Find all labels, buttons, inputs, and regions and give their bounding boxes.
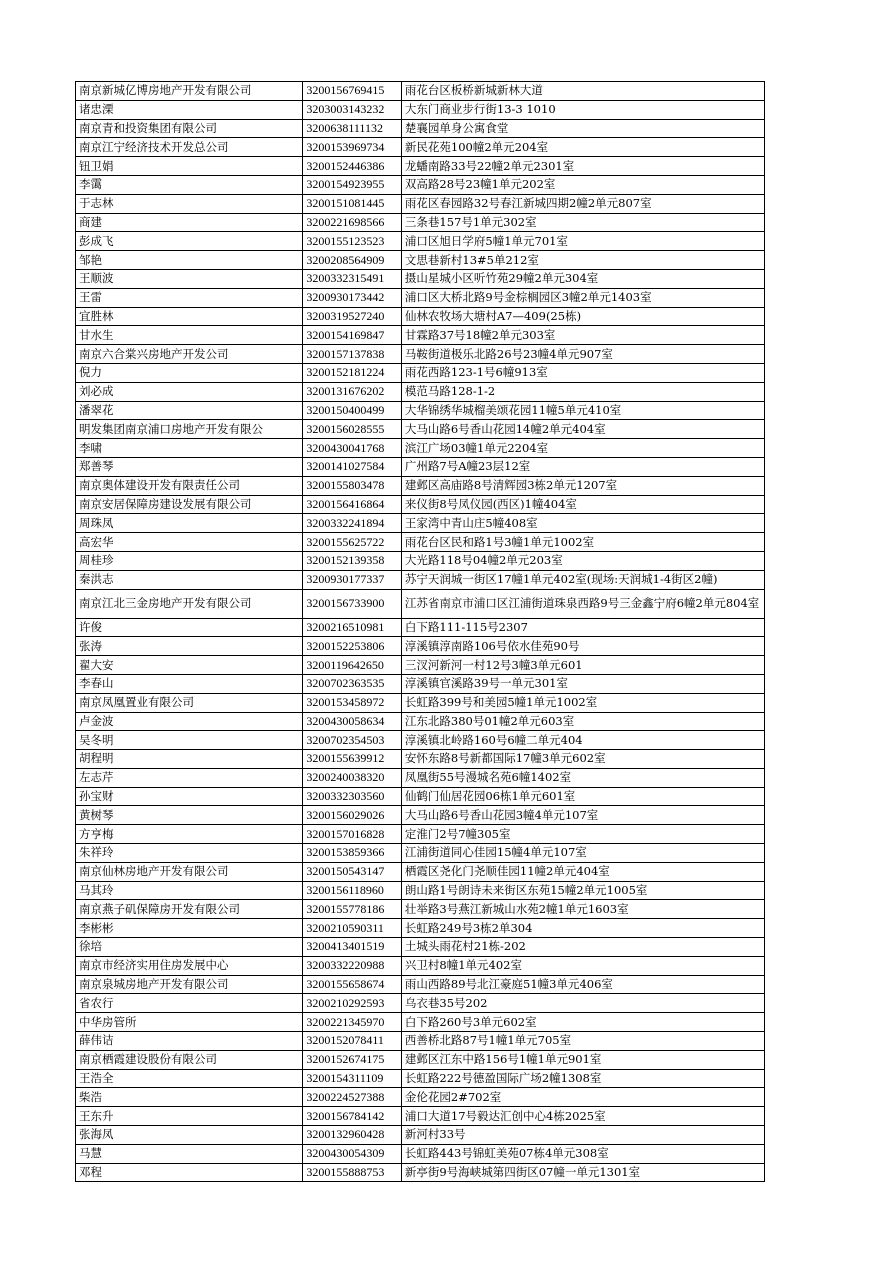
owner-name-cell: 徐培 <box>76 938 303 957</box>
table-row <box>76 570 765 589</box>
address-cell: 雨山西路89号北江豪庭51幢3单元406室 <box>401 975 764 994</box>
account-number-cell: 3200224527388 <box>303 1088 402 1107</box>
table-row <box>76 674 765 693</box>
address-cell: 仙林农牧场大塘村A7—409(25栋) <box>401 307 764 326</box>
account-number-cell: 3200208564909 <box>303 251 402 270</box>
table-row <box>76 881 765 900</box>
account-number-cell: 3200152253806 <box>303 637 402 656</box>
address-cell: 甘霖路37号18幢2单元303室 <box>401 326 764 345</box>
table-row <box>76 1144 765 1163</box>
owner-name-cell: 李啸 <box>76 439 303 458</box>
address-cell: 长虹路249号3栋2单304 <box>401 919 764 938</box>
table-row <box>76 1107 765 1126</box>
owner-name-cell: 南京青和投资集团有限公司 <box>76 119 303 138</box>
account-number-cell: 3200156769415 <box>303 82 402 101</box>
owner-name-cell: 邓程 <box>76 1163 303 1182</box>
account-number-cell: 3200155778186 <box>303 900 402 919</box>
owner-name-cell: 南京新城亿博房地产开发有限公司 <box>76 82 303 101</box>
table-row <box>76 175 765 194</box>
owner-name-cell: 南京江宁经济技术开发总公司 <box>76 138 303 157</box>
account-number-cell: 3200141027584 <box>303 457 402 476</box>
table-row <box>76 956 765 975</box>
table-row <box>76 269 765 288</box>
account-number-cell: 3200152139358 <box>303 551 402 570</box>
address-cell: 长虹路222号德盈国际广场2幢1308室 <box>401 1069 764 1088</box>
address-cell: 马鞍街道极乐北路26号23幢4单元907室 <box>401 345 764 364</box>
records-table-body <box>76 82 765 1182</box>
address-cell: 浦口区旭日学府5幢1单元701室 <box>401 232 764 251</box>
address-cell: 浦口大道17号毅达汇创中心4栋2025室 <box>401 1107 764 1126</box>
table-row <box>76 100 765 119</box>
address-cell: 定淮门2号7幢305室 <box>401 825 764 844</box>
records-table <box>75 81 765 1182</box>
address-cell: 文思巷新村13#5单212室 <box>401 251 764 270</box>
table-row <box>76 1126 765 1145</box>
address-cell: 新亭街9号海峡城第四街区07幢一单元1301室 <box>401 1163 764 1182</box>
account-number-cell: 3200153969734 <box>303 138 402 157</box>
account-number-cell: 3200157016828 <box>303 825 402 844</box>
owner-name-cell: 南京燕子矶保障房开发有限公司 <box>76 900 303 919</box>
account-number-cell: 3200155803478 <box>303 476 402 495</box>
address-cell: 淳溪镇官溪路39号一单元301室 <box>401 674 764 693</box>
address-cell: 淳溪镇淳南路106号依水佳苑90号 <box>401 637 764 656</box>
account-number-cell: 3200156416864 <box>303 495 402 514</box>
table-row <box>76 457 765 476</box>
table-row <box>76 1050 765 1069</box>
owner-name-cell: 宜胜林 <box>76 307 303 326</box>
address-cell: 龙蟠南路33号22幢2单元2301室 <box>401 157 764 176</box>
address-cell: 建邺区江东中路156号1幢1单元901室 <box>401 1050 764 1069</box>
owner-name-cell: 南京仙林房地产开发有限公司 <box>76 862 303 881</box>
account-number-cell: 3200319527240 <box>303 307 402 326</box>
account-number-cell: 3200332241894 <box>303 514 402 533</box>
account-number-cell: 3200332220988 <box>303 956 402 975</box>
owner-name-cell: 王东升 <box>76 1107 303 1126</box>
account-number-cell: 3200153458972 <box>303 693 402 712</box>
owner-name-cell: 高宏华 <box>76 533 303 552</box>
account-number-cell: 3200332303560 <box>303 787 402 806</box>
table-row <box>76 1069 765 1088</box>
table-row <box>76 862 765 881</box>
table-row <box>76 363 765 382</box>
table-row <box>76 994 765 1013</box>
address-cell: 模范马路128-1-2 <box>401 382 764 401</box>
address-cell: 长虹路443号锦虹美苑07栋4单元308室 <box>401 1144 764 1163</box>
table-row <box>76 1013 765 1032</box>
address-cell: 大马山路6号香山花园3幢4单元107室 <box>401 806 764 825</box>
address-cell: 西善桥北路87号1幢1单元705室 <box>401 1032 764 1051</box>
address-cell: 白下路111-115号2307 <box>401 618 764 637</box>
account-number-cell: 3200152078411 <box>303 1032 402 1051</box>
owner-name-cell: 朱祥玲 <box>76 844 303 863</box>
address-cell: 三条巷157号1单元302室 <box>401 213 764 232</box>
address-cell: 雨花区春园路32号春江新城四期2幢2单元807室 <box>401 194 764 213</box>
address-cell: 长虹路399号和美园5幢1单元1002室 <box>401 693 764 712</box>
address-cell: 凤凰街55号漫城名苑6幢1402室 <box>401 768 764 787</box>
table-row <box>76 825 765 844</box>
owner-name-cell: 翟大安 <box>76 656 303 675</box>
owner-name-cell: 南京凤凰置业有限公司 <box>76 693 303 712</box>
table-row <box>76 900 765 919</box>
address-cell: 苏宁天润城一街区17幢1单元402室(现场:天润城1-4街区2幢) <box>401 570 764 589</box>
owner-name-cell: 诸忠溧 <box>76 100 303 119</box>
table-row <box>76 938 765 957</box>
account-number-cell: 3200430058634 <box>303 712 402 731</box>
owner-name-cell: 省农行 <box>76 994 303 1013</box>
account-number-cell: 3203003143232 <box>303 100 402 119</box>
table-row <box>76 806 765 825</box>
table-row <box>76 326 765 345</box>
address-cell: 浦口区大桥北路9号金棕榈园区3幢2单元1403室 <box>401 288 764 307</box>
account-number-cell: 3200332315491 <box>303 269 402 288</box>
owner-name-cell: 南京泉城房地产开发有限公司 <box>76 975 303 994</box>
address-cell: 大马山路6号香山花园14幢2单元404室 <box>401 420 764 439</box>
owner-name-cell: 中华房管所 <box>76 1013 303 1032</box>
address-cell: 淳溪镇北岭路160号6幢二单元404 <box>401 731 764 750</box>
address-cell: 雨花台区民和路1号3幢1单元1002室 <box>401 533 764 552</box>
table-row <box>76 533 765 552</box>
owner-name-cell: 郑善琴 <box>76 457 303 476</box>
account-number-cell: 3200150543147 <box>303 862 402 881</box>
address-cell: 来仪街8号凤仪园(西区)1幢404室 <box>401 495 764 514</box>
table-row <box>76 693 765 712</box>
table-row <box>76 439 765 458</box>
account-number-cell: 3200930173442 <box>303 288 402 307</box>
address-cell: 仙鹤门仙居花园06栋1单元601室 <box>401 787 764 806</box>
account-number-cell: 3200155639912 <box>303 750 402 769</box>
owner-name-cell: 南京江北三金房地产开发有限公司 <box>76 589 303 618</box>
address-cell: 雨花台区板桥新城新林大道 <box>401 82 764 101</box>
owner-name-cell: 南京奥体建设开发有限责任公司 <box>76 476 303 495</box>
table-row <box>76 975 765 994</box>
table-row <box>76 1088 765 1107</box>
table-row <box>76 618 765 637</box>
owner-name-cell: 明发集团南京浦口房地产开发有限公 <box>76 420 303 439</box>
account-number-cell: 3200156733900 <box>303 589 402 618</box>
owner-name-cell: 左志芹 <box>76 768 303 787</box>
owner-name-cell: 胡程明 <box>76 750 303 769</box>
owner-name-cell: 王雷 <box>76 288 303 307</box>
address-cell: 雨花西路123-1号6幢913室 <box>401 363 764 382</box>
address-cell: 滨江广场03幢1单元2204室 <box>401 439 764 458</box>
table-row <box>76 476 765 495</box>
owner-name-cell: 孙宝财 <box>76 787 303 806</box>
table-row <box>76 551 765 570</box>
owner-name-cell: 吴冬明 <box>76 731 303 750</box>
account-number-cell: 3200156784142 <box>303 1107 402 1126</box>
owner-name-cell: 柴浩 <box>76 1088 303 1107</box>
table-row <box>76 1163 765 1182</box>
table-row <box>76 495 765 514</box>
account-number-cell: 3200702354503 <box>303 731 402 750</box>
owner-name-cell: 方亨梅 <box>76 825 303 844</box>
address-cell: 白下路260号3单元602室 <box>401 1013 764 1032</box>
address-cell: 江苏省南京市浦口区江浦街道珠泉西路9号三金鑫宁府6幢2单元804室 <box>401 589 764 618</box>
table-row <box>76 420 765 439</box>
owner-name-cell: 钮卫娟 <box>76 157 303 176</box>
account-number-cell: 3200155123523 <box>303 232 402 251</box>
table-row <box>76 82 765 101</box>
table-row <box>76 1032 765 1051</box>
account-number-cell: 3200156028555 <box>303 420 402 439</box>
owner-name-cell: 南京安居保障房建设发展有限公司 <box>76 495 303 514</box>
owner-name-cell: 张海凤 <box>76 1126 303 1145</box>
account-number-cell: 3200131676202 <box>303 382 402 401</box>
table-row <box>76 731 765 750</box>
table-row <box>76 919 765 938</box>
table-row <box>76 213 765 232</box>
table-row <box>76 768 765 787</box>
table-row <box>76 307 765 326</box>
account-number-cell: 3200240038320 <box>303 768 402 787</box>
owner-name-cell: 甘水生 <box>76 326 303 345</box>
account-number-cell: 3200430041768 <box>303 439 402 458</box>
address-cell: 江浦街道同心佳园15幢4单元107室 <box>401 844 764 863</box>
address-cell: 新河村33号 <box>401 1126 764 1145</box>
owner-name-cell: 邹艳 <box>76 251 303 270</box>
table-row <box>76 787 765 806</box>
owner-name-cell: 秦洪志 <box>76 570 303 589</box>
owner-name-cell: 潘翠花 <box>76 401 303 420</box>
owner-name-cell: 张涛 <box>76 637 303 656</box>
table-row <box>76 750 765 769</box>
address-cell: 楚襄园单身公寓食堂 <box>401 119 764 138</box>
owner-name-cell: 李霭 <box>76 175 303 194</box>
owner-name-cell: 王顺波 <box>76 269 303 288</box>
account-number-cell: 3200221698566 <box>303 213 402 232</box>
owner-name-cell: 王浩全 <box>76 1069 303 1088</box>
account-number-cell: 3200151081445 <box>303 194 402 213</box>
owner-name-cell: 李春山 <box>76 674 303 693</box>
account-number-cell: 3200154923955 <box>303 175 402 194</box>
account-number-cell: 3200155625722 <box>303 533 402 552</box>
table-row <box>76 119 765 138</box>
address-cell: 摄山星城小区听竹苑29幢2单元304室 <box>401 269 764 288</box>
account-number-cell: 3200155658674 <box>303 975 402 994</box>
address-cell: 三汊河新河一村12号3幢3单元601 <box>401 656 764 675</box>
address-cell: 栖霞区尧化门尧顺佳园11幢2单元404室 <box>401 862 764 881</box>
owner-name-cell: 于志林 <box>76 194 303 213</box>
owner-name-cell: 马慧 <box>76 1144 303 1163</box>
account-number-cell: 3200154311109 <box>303 1069 402 1088</box>
table-row <box>76 844 765 863</box>
table-row <box>76 251 765 270</box>
owner-name-cell: 周珠凤 <box>76 514 303 533</box>
account-number-cell: 3200156029026 <box>303 806 402 825</box>
address-cell: 大东门商业步行街13-3 1010 <box>401 100 764 119</box>
owner-name-cell: 薛伟诘 <box>76 1032 303 1051</box>
account-number-cell: 3200154169847 <box>303 326 402 345</box>
table-row <box>76 637 765 656</box>
address-cell: 王家湾中青山庄5幢408室 <box>401 514 764 533</box>
account-number-cell: 3200413401519 <box>303 938 402 957</box>
account-number-cell: 3200210590311 <box>303 919 402 938</box>
table-row <box>76 382 765 401</box>
owner-name-cell: 南京六合棠兴房地产开发公司 <box>76 345 303 364</box>
account-number-cell: 3200156118960 <box>303 881 402 900</box>
table-row <box>76 401 765 420</box>
address-cell: 新民花苑100幢2单元204室 <box>401 138 764 157</box>
account-number-cell: 3200132960428 <box>303 1126 402 1145</box>
table-row <box>76 157 765 176</box>
account-number-cell: 3200152181224 <box>303 363 402 382</box>
address-cell: 兴卫村8幢1单元402室 <box>401 956 764 975</box>
table-row <box>76 656 765 675</box>
owner-name-cell: 黄树琴 <box>76 806 303 825</box>
owner-name-cell: 周桂珍 <box>76 551 303 570</box>
table-row <box>76 345 765 364</box>
address-cell: 江东北路380号01幢2单元603室 <box>401 712 764 731</box>
address-cell: 金伦花园2#702室 <box>401 1088 764 1107</box>
account-number-cell: 3200153859366 <box>303 844 402 863</box>
address-cell: 安怀东路8号新都国际17幢3单元602室 <box>401 750 764 769</box>
address-cell: 壮举路3号燕江新城山水苑2幢1单元1603室 <box>401 900 764 919</box>
account-number-cell: 3200210292593 <box>303 994 402 1013</box>
owner-name-cell: 倪力 <box>76 363 303 382</box>
account-number-cell: 3200150400499 <box>303 401 402 420</box>
owner-name-cell: 马其玲 <box>76 881 303 900</box>
account-number-cell: 3200430054309 <box>303 1144 402 1163</box>
address-cell: 双高路28号23幢1单元202室 <box>401 175 764 194</box>
owner-name-cell: 李彬彬 <box>76 919 303 938</box>
owner-name-cell: 卢金波 <box>76 712 303 731</box>
table-row <box>76 514 765 533</box>
owner-name-cell: 刘必成 <box>76 382 303 401</box>
account-number-cell: 3200152674175 <box>303 1050 402 1069</box>
account-number-cell: 3200930177337 <box>303 570 402 589</box>
table-row <box>76 712 765 731</box>
account-number-cell: 3200221345970 <box>303 1013 402 1032</box>
table-row <box>76 288 765 307</box>
owner-name-cell: 许俊 <box>76 618 303 637</box>
account-number-cell: 3200119642650 <box>303 656 402 675</box>
address-cell: 广州路7号A幢23层12室 <box>401 457 764 476</box>
account-number-cell: 3200638111132 <box>303 119 402 138</box>
owner-name-cell: 南京市经济实用住房发展中心 <box>76 956 303 975</box>
owner-name-cell: 彭成飞 <box>76 232 303 251</box>
account-number-cell: 3200702363535 <box>303 674 402 693</box>
address-cell: 乌衣巷35号202 <box>401 994 764 1013</box>
address-cell: 大华锦绣华城榴美颂花园11幢5单元410室 <box>401 401 764 420</box>
table-row <box>76 194 765 213</box>
address-cell: 朗山路1号朗诗未来街区东苑15幢2单元1005室 <box>401 881 764 900</box>
owner-name-cell: 南京栖霞建设股份有限公司 <box>76 1050 303 1069</box>
owner-name-cell: 商建 <box>76 213 303 232</box>
account-number-cell: 3200157137838 <box>303 345 402 364</box>
account-number-cell: 3200155888753 <box>303 1163 402 1182</box>
table-row <box>76 232 765 251</box>
account-number-cell: 3200152446386 <box>303 157 402 176</box>
account-number-cell: 3200216510981 <box>303 618 402 637</box>
address-cell: 土城头雨花村21栋-202 <box>401 938 764 957</box>
address-cell: 建邺区高庙路8号清辉园3栋2单元1207室 <box>401 476 764 495</box>
table-row <box>76 589 765 618</box>
table-row <box>76 138 765 157</box>
address-cell: 大光路118号04幢2单元203室 <box>401 551 764 570</box>
